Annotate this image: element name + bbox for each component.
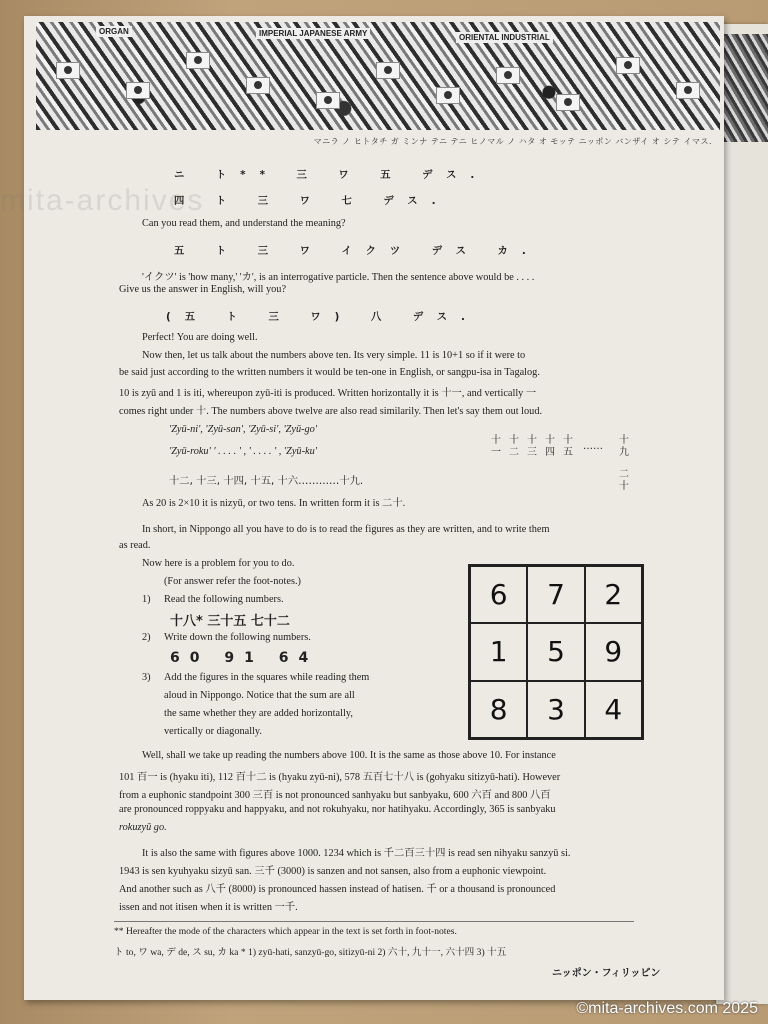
magazine-page [24, 16, 724, 1000]
body-text: vertically or diagonally. [164, 726, 262, 737]
body-text: Now then, let us talk about the numbers above ten. Its very simple. 11 is 10+1 so if it were to [142, 350, 526, 361]
body-text: aloud in Nippongo. Notice that the sum are all [164, 690, 355, 701]
body-text: as read. [119, 540, 151, 551]
body-text: from a euphonic standpoint 300 三百 is not pronounced sanhyaku but sanbyaku, 600 六百 and 800 八百 [119, 790, 551, 801]
vertical-numeral-top: 十 [491, 435, 501, 446]
body-text: 10 is zyū and 1 is iti, whereupon zyū-iti is produced. Written horizontally it is 十一, and vertically 一 [119, 388, 537, 399]
body-text: be said just according to the written numbers it would be ten-one in English, or sangpu-isa in Tagalog. [119, 367, 540, 378]
magic-square-cell: 2 [585, 566, 642, 623]
body-text: the same whether they are added horizontally, [164, 708, 353, 719]
body-text: (For answer refer the foot-notes.) [164, 576, 301, 587]
kanji-row: 十二, 十三, 十四, 十五, 十六…………十九. [169, 475, 364, 487]
body-text: Write down the following numbers. [164, 632, 311, 643]
vertical-twenty-top: 二 [619, 469, 629, 480]
magic-square-cell: 3 [527, 681, 584, 738]
problem-number: 3) [142, 672, 151, 683]
magic-square-cell: 9 [585, 623, 642, 680]
vertical-twenty-bottom: 十 [619, 481, 629, 492]
example-sentence-4: (五 ト 三 ワ) 八 デス. [166, 311, 479, 323]
problem-number: 2) [142, 632, 151, 643]
reading-row-1: 'Zyū-ni', 'Zyū-san', 'Zyū-si', 'Zyū-go' [169, 424, 318, 435]
body-text: 'イクツ' is 'how many,' 'カ', is an interrogative particle. Then the sentence above would be . . . . [142, 272, 535, 283]
magic-square-cell: 8 [470, 681, 527, 738]
body-text: And another such as 八千 (8000) is pronounced hassen instead of hatisen. 千 or a thousand is pronounced [119, 884, 556, 895]
body-text: are pronounced roppyaku and happyaku, and not rokuhyaku, nor hatihyaku. Accordingly, 365 is sanbyaku [119, 804, 556, 815]
footnote: ** Hereafter the mode of the characters which appear in the text is set forth in foot-notes. [114, 926, 457, 937]
footnote-divider [114, 921, 634, 922]
vertical-numeral-bottom: 二 [509, 447, 519, 458]
vertical-numeral-top: 十 [545, 435, 555, 446]
vertical-numeral-bottom: 四 [545, 447, 555, 458]
body-text: Give us the answer in English, will you? [119, 284, 287, 295]
body-text: Add the figures in the squares while reading them [164, 672, 370, 683]
magic-square-cell: 6 [470, 566, 527, 623]
footnote: ト to, ワ wa, デ de, ス su, カ ka * 1) zyū-hati, sanzyū-go, sitizyū-ni 2) 六十, 九十一, 六十四 3) 十五 [114, 947, 507, 958]
example-sentence-2: 四 ト 三 ワ 七 デス. [174, 195, 450, 207]
photo-caption: マニラ ノ ヒトタチ ガ ミンナ テニ テニ ヒノマル ノ ハタ オ モッテ ニッポン バンザイ オ シテ イマス. [313, 137, 712, 146]
example-sentence-3: 五 ト 三 ワ イクツ デス カ. [174, 245, 540, 257]
crowd-photo [36, 22, 720, 130]
vertical-numeral-top: 十 [527, 435, 537, 446]
body-text: 101 百一 is (hyaku iti), 112 百十二 is (hyaku zyū-ni), 578 五百七十八 is (gohyaku sitizyū-hati). However [119, 772, 561, 783]
magic-square-cell: 4 [585, 681, 642, 738]
copyright-watermark: ©mita-archives.com 2025 [576, 1000, 758, 1017]
body-text: comes right under 十. The numbers above twelve are also read similarily. Then let's say them out loud. [119, 406, 543, 417]
body-text: Well, shall we take up reading the numbers above 100. It is the same as those above 10. For instance [142, 750, 556, 761]
facing-page-photo [724, 34, 768, 142]
photo-banner: ORIENTAL INDUSTRIAL [456, 32, 553, 43]
magic-square [468, 564, 644, 740]
example-sentence-1: ニ ト** 三 ワ 五 デス. [174, 169, 489, 181]
problem-kanji: 十八* 三十五 七十二 [170, 614, 290, 629]
vertical-numeral-bottom: 九 [619, 447, 629, 458]
vertical-numeral-top: 十 [619, 435, 629, 446]
body-text: In short, in Nippongo all you have to do is to read the figures as they are written, and to write them [142, 524, 550, 535]
problem-numbers: 60 91 64 [170, 650, 319, 666]
body-text: issen and not itisen when it is written 一千. [119, 902, 298, 913]
body-text: As 20 is 2×10 it is nizyū, or two tens. In written form it is 二十. [142, 498, 406, 509]
body-text: It is also the same with figures above 1000. 1234 which is 千二百三十四 is read sen nihyaku sanzyū si. [142, 848, 571, 859]
reading-row-2: 'Zyū-roku' ' . . . . ' , ' . . . . ' , 'Zyū-ku' [169, 446, 317, 457]
vertical-numeral-bottom: 五 [563, 447, 573, 458]
problem-number: 1) [142, 594, 151, 605]
magic-square-cell: 7 [527, 566, 584, 623]
body-text: rokuzyū go. [119, 822, 167, 833]
body-text: Perfect! You are doing well. [142, 332, 258, 343]
running-footer: ニッポン・フィリッピン [552, 968, 661, 979]
side-watermark: mita-archives [0, 184, 205, 217]
body-text: Now here is a problem for you to do. [142, 558, 295, 569]
photo-banner: IMPERIAL JAPANESE ARMY [256, 28, 370, 39]
vertical-numeral-top: 十 [509, 435, 519, 446]
body-text: 1943 is sen kyuhyaku sizyū san. 三千 (3000) is sanzen and not sansen, also from a euphonic viewpoint. [119, 866, 547, 877]
vertical-dots: …… [583, 441, 603, 452]
vertical-numeral-bottom: 一 [491, 447, 501, 458]
vertical-numeral-top: 十 [563, 435, 573, 446]
vertical-numeral-bottom: 三 [527, 447, 537, 458]
magic-square-cell: 5 [527, 623, 584, 680]
photo-banner: ORGAN [96, 26, 132, 37]
magic-square-cell: 1 [470, 623, 527, 680]
body-text: Read the following numbers. [164, 594, 284, 605]
body-text: Can you read them, and understand the meaning? [142, 218, 346, 229]
